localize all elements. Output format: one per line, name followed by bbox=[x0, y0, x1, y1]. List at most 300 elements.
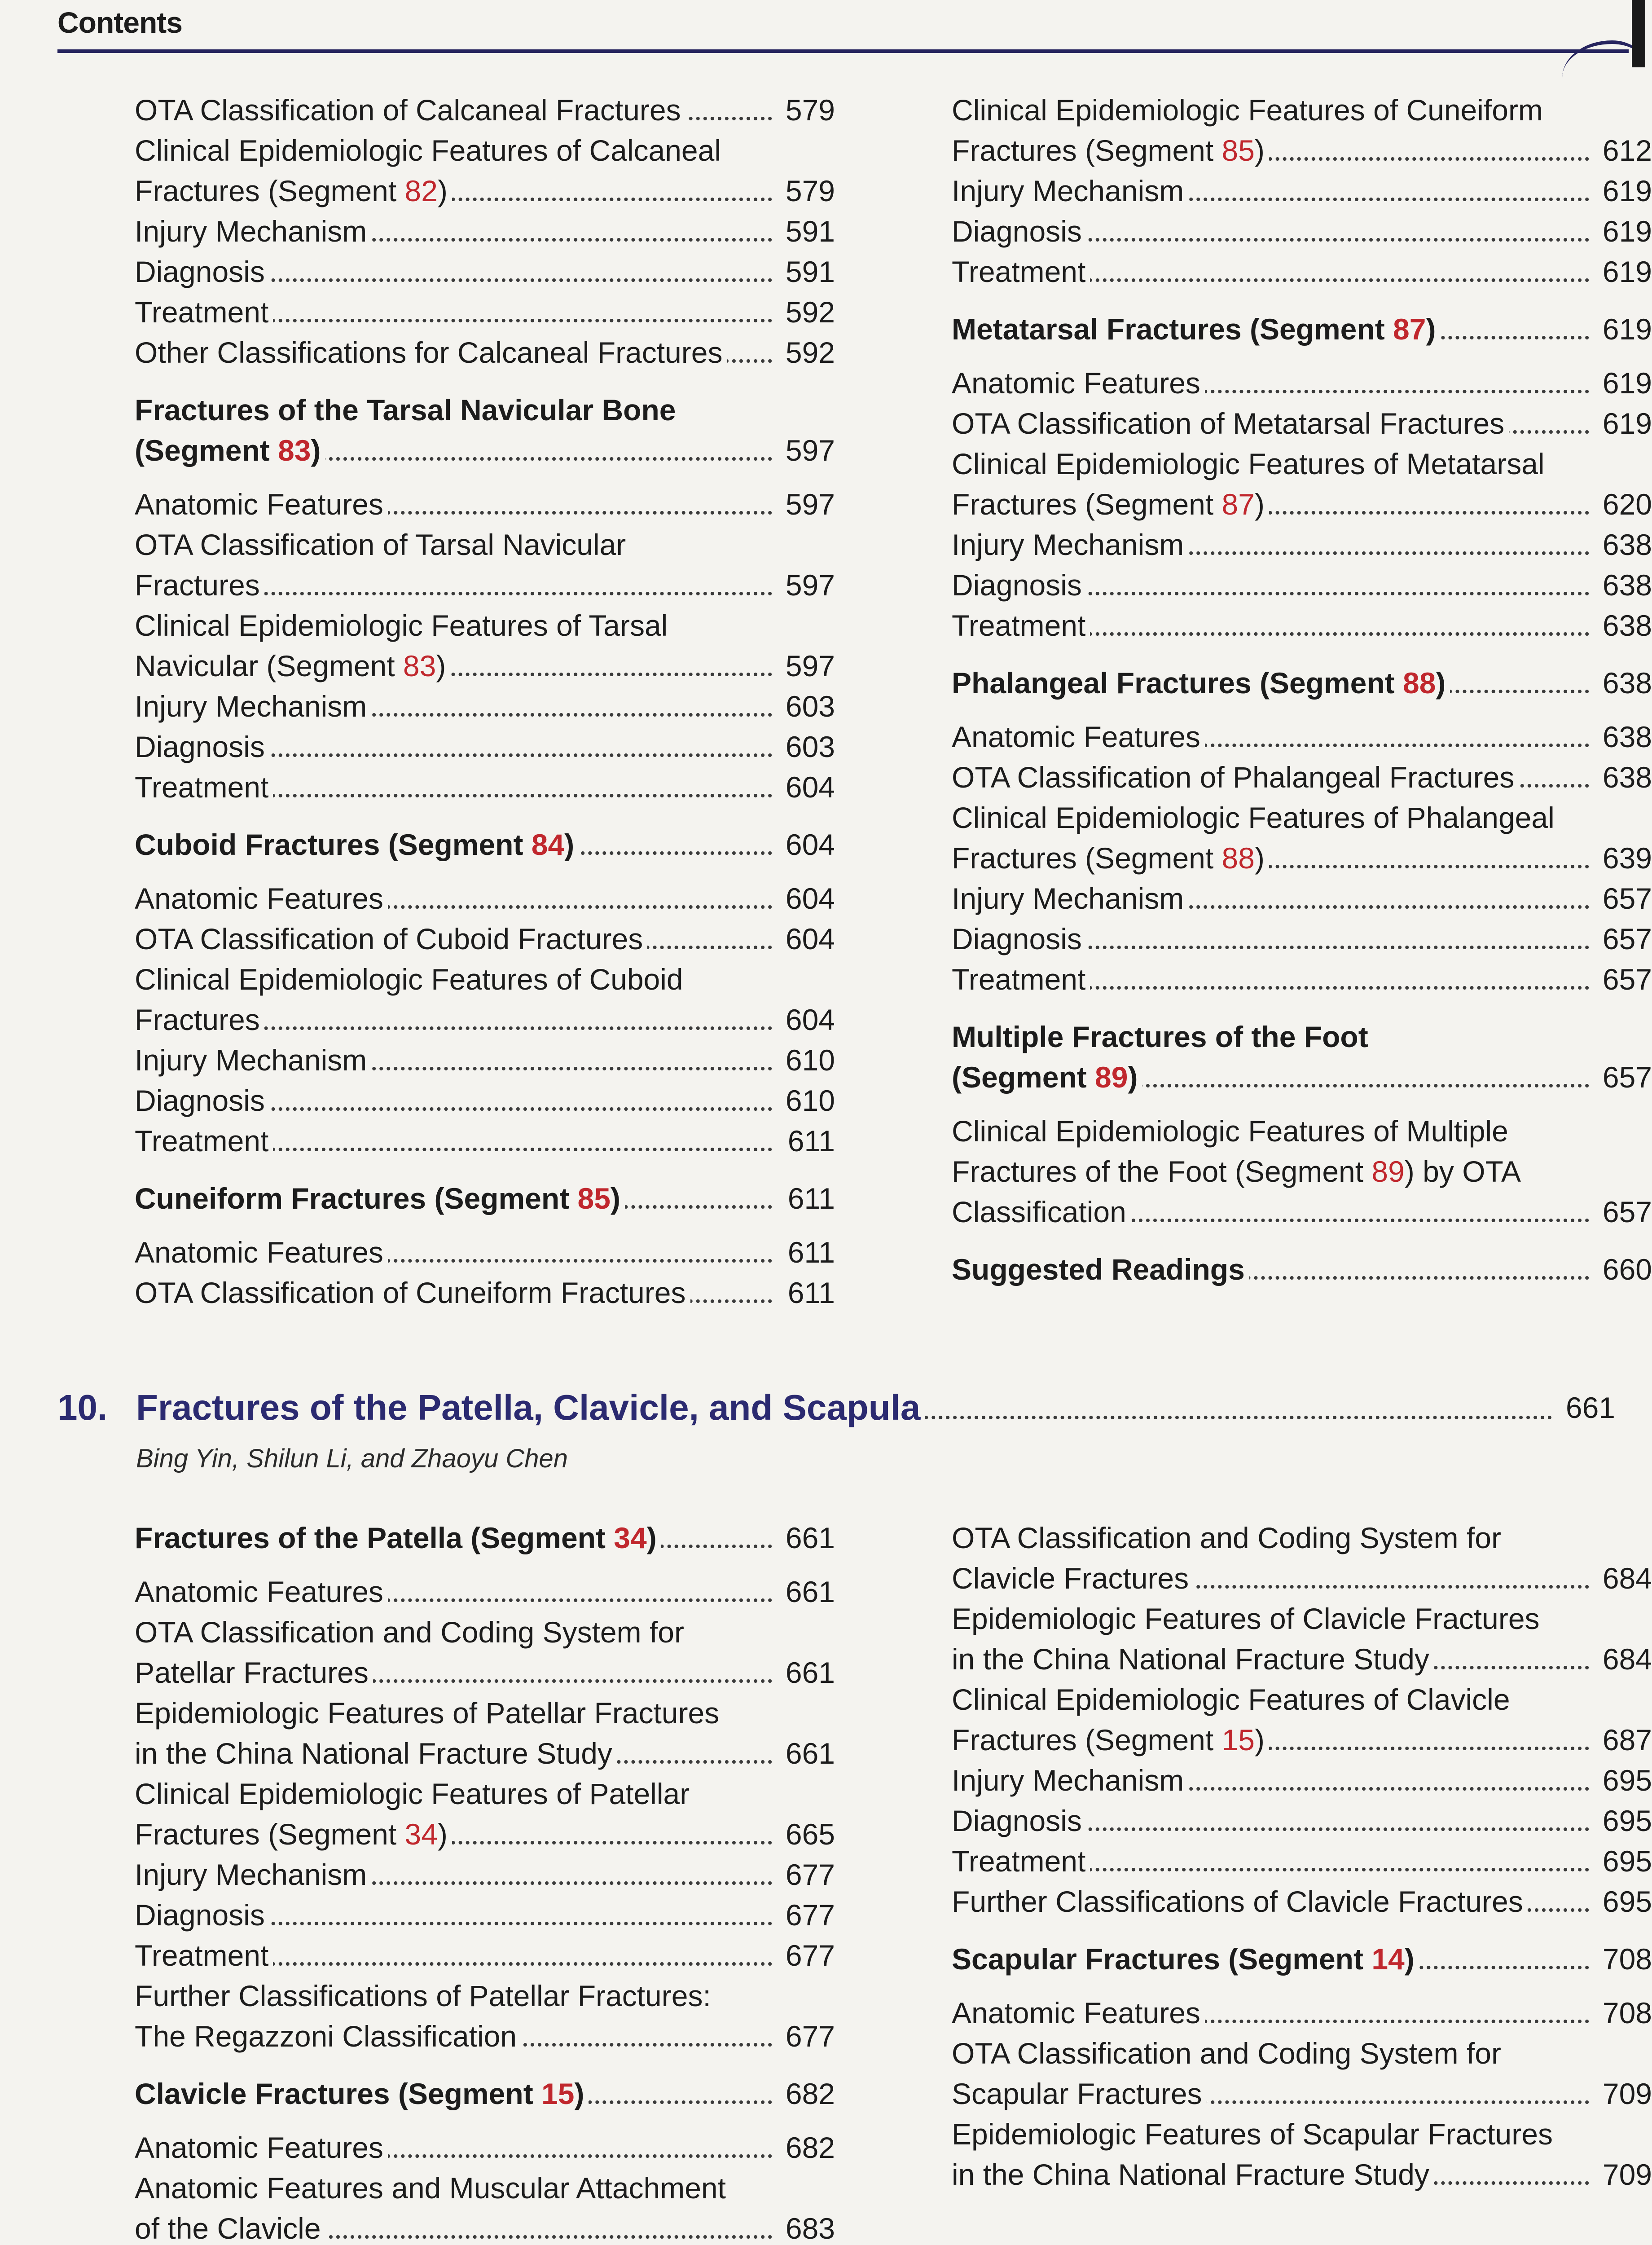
toc-entry[interactable] bbox=[135, 726, 835, 767]
toc-entry-title bbox=[952, 255, 1090, 288]
toc-page-number: 683 bbox=[774, 2208, 835, 2245]
toc-entry-title bbox=[135, 1696, 719, 1770]
toc-entry-title bbox=[952, 407, 1509, 440]
toc-page-number: 604 bbox=[774, 767, 835, 807]
toc-page-number: 708 bbox=[1591, 1939, 1652, 1979]
toc-entry[interactable] bbox=[952, 90, 1652, 171]
toc-entry[interactable] bbox=[135, 130, 835, 211]
toc-page-number: 611 bbox=[774, 1272, 835, 1313]
toc-entry-text: Epidemiologic Features of Scapular Fractures bbox=[952, 2117, 1553, 2151]
toc-page-number: 604 bbox=[774, 824, 835, 865]
toc-page-number: 657 bbox=[1591, 1192, 1652, 1232]
toc-entry-title bbox=[952, 720, 1205, 753]
toc-entry-title bbox=[135, 1043, 371, 1077]
toc-page-number: 604 bbox=[774, 919, 835, 959]
toc-entry-text: Clinical Epidemiologic Features of Calcaneal bbox=[135, 134, 721, 167]
toc-entry-text: Diagnosis bbox=[135, 730, 265, 763]
toc-entry-title bbox=[952, 528, 1188, 561]
toc-entry[interactable] bbox=[135, 1572, 835, 1612]
toc-page-number: 619 bbox=[1591, 403, 1652, 444]
toc-entry[interactable] bbox=[135, 919, 835, 959]
toc-page-number: 677 bbox=[774, 2016, 835, 2056]
toc-entry[interactable] bbox=[135, 2168, 835, 2245]
toc-entry-title bbox=[952, 1885, 1528, 1918]
toc-entry[interactable] bbox=[135, 292, 835, 332]
toc-page-number: 592 bbox=[774, 292, 835, 332]
toc-entry[interactable] bbox=[952, 797, 1652, 878]
toc-page-number: 638 bbox=[1591, 605, 1652, 646]
toc-entry-text: Fractures (Segment bbox=[952, 488, 1222, 521]
toc-entry[interactable] bbox=[135, 1040, 835, 1080]
toc-entry-text: (Segment bbox=[952, 1061, 1095, 1094]
toc-entry-text: Classification bbox=[952, 1195, 1126, 1228]
toc-entry[interactable] bbox=[135, 484, 835, 524]
toc-entry-title bbox=[952, 1764, 1188, 1797]
toc-entry[interactable] bbox=[135, 251, 835, 292]
toc-entry-title bbox=[135, 730, 269, 763]
segment-number: 85 bbox=[1221, 134, 1255, 167]
toc-entry-text: Epidemiologic Features of Patellar Fractures bbox=[135, 1696, 720, 1730]
toc-entry[interactable] bbox=[952, 1760, 1652, 1800]
toc-page-number: 597 bbox=[774, 646, 835, 686]
toc-section-heading[interactable] bbox=[952, 1249, 1652, 1290]
toc-entry-title bbox=[952, 1020, 1368, 1094]
segment-number: 88 bbox=[1403, 666, 1436, 700]
toc-entry-text: Fractures of the Patella (Segment bbox=[135, 1521, 614, 1554]
toc-entry-text: Clinical Epidemiologic Features of Cuboid bbox=[135, 963, 683, 996]
toc-page-number: 597 bbox=[774, 484, 835, 524]
toc-page-number: 682 bbox=[774, 2127, 835, 2168]
toc-page-number: 657 bbox=[1591, 959, 1652, 999]
toc-entry-text: Injury Mechanism bbox=[952, 528, 1184, 561]
toc-page-number: 579 bbox=[774, 90, 835, 130]
toc-entry-text: Treatment bbox=[952, 255, 1086, 288]
segment-number: 15 bbox=[1221, 1723, 1255, 1756]
segment-number: 88 bbox=[1221, 841, 1255, 875]
toc-entry[interactable] bbox=[135, 605, 835, 686]
toc-page-number: 619 bbox=[1591, 251, 1652, 292]
toc-column-top-right bbox=[952, 90, 1652, 1303]
toc-entry-title bbox=[952, 1844, 1090, 1878]
toc-entry-text: Injury Mechanism bbox=[952, 174, 1184, 207]
toc-page-number: 695 bbox=[1591, 1800, 1652, 1841]
toc-entry-text: Clinical Epidemiologic Features of Clavicle bbox=[952, 1683, 1510, 1716]
toc-entry-title bbox=[952, 609, 1090, 642]
toc-entry-title bbox=[952, 1942, 1419, 1976]
toc-entry[interactable] bbox=[952, 363, 1652, 403]
toc-entry-title bbox=[135, 1777, 690, 1851]
toc-entry[interactable] bbox=[135, 90, 835, 130]
toc-entry-title bbox=[952, 568, 1086, 602]
toc-entry-title bbox=[952, 1114, 1521, 1228]
toc-section-heading[interactable] bbox=[952, 1939, 1652, 1979]
toc-entry-title bbox=[952, 801, 1555, 875]
toc-entry-title bbox=[952, 313, 1440, 346]
chapter-authors: Bing Yin, Shilun Li, and Zhaoyu Chen bbox=[136, 1444, 568, 1473]
toc-entry-text: Diagnosis bbox=[952, 215, 1082, 248]
toc-entry-text: Fractures of the Foot (Segment bbox=[952, 1155, 1372, 1188]
toc-entry[interactable] bbox=[135, 211, 835, 251]
toc-entry[interactable] bbox=[952, 959, 1652, 999]
toc-entry[interactable] bbox=[952, 919, 1652, 959]
toc-entry-title bbox=[952, 1253, 1249, 1286]
chapter-10-heading[interactable] bbox=[57, 1385, 1615, 1430]
toc-entry-title bbox=[135, 1084, 269, 1117]
toc-entry-title bbox=[952, 366, 1205, 400]
toc-entry-title bbox=[135, 1898, 269, 1932]
segment-number: 84 bbox=[531, 828, 565, 861]
toc-page-number: 610 bbox=[774, 1040, 835, 1080]
toc-entry-text: Clavicle Fractures bbox=[952, 1562, 1189, 1595]
toc-entry-title bbox=[135, 255, 269, 288]
toc-section-heading[interactable] bbox=[952, 309, 1652, 349]
toc-entry-text: Fractures bbox=[135, 568, 260, 602]
toc-entry[interactable] bbox=[135, 1693, 835, 1774]
toc-entry[interactable] bbox=[135, 767, 835, 807]
toc-page-number: 638 bbox=[1591, 524, 1652, 565]
toc-column-bottom-left bbox=[135, 1518, 835, 2245]
toc-entry-title bbox=[135, 1124, 273, 1158]
toc-entry-text: Phalangeal Fractures (Segment bbox=[952, 666, 1403, 700]
toc-entry[interactable] bbox=[135, 1935, 835, 1976]
toc-page-number: 597 bbox=[774, 430, 835, 471]
toc-entry[interactable] bbox=[952, 757, 1652, 797]
toc-entry-text: Treatment bbox=[135, 1939, 269, 1972]
toc-page-number: 684 bbox=[1591, 1639, 1652, 1679]
toc-page-number: 597 bbox=[774, 565, 835, 605]
toc-entry-text: in the China National Fracture Study bbox=[135, 1737, 612, 1770]
toc-page-number: 708 bbox=[1591, 1993, 1652, 2033]
toc-entry[interactable] bbox=[952, 211, 1652, 251]
toc-entry-text: ) bbox=[564, 828, 575, 861]
toc-entry-text: Anatomic Features bbox=[135, 488, 383, 521]
toc-entry[interactable] bbox=[135, 1272, 835, 1313]
toc-entry-text: ) bbox=[1254, 841, 1265, 875]
segment-number: 34 bbox=[404, 1818, 438, 1851]
toc-section-heading[interactable] bbox=[135, 1518, 835, 1558]
toc-entry[interactable] bbox=[952, 1841, 1652, 1881]
toc-entry-title bbox=[135, 609, 668, 682]
toc-entry-text: OTA Classification of Phalangeal Fractures bbox=[952, 761, 1515, 794]
toc-entry-text: ) bbox=[646, 1521, 657, 1554]
toc-entry-text: Treatment bbox=[952, 1844, 1086, 1878]
toc-page-number: 591 bbox=[774, 251, 835, 292]
toc-entry-text: ) bbox=[311, 434, 321, 467]
toc-entry-title bbox=[952, 2117, 1553, 2191]
toc-entry-title bbox=[952, 882, 1188, 915]
toc-entry-text: Scapular Fractures (Segment bbox=[952, 1942, 1372, 1976]
toc-entry-title bbox=[135, 488, 388, 521]
toc-entry-title bbox=[135, 134, 721, 207]
toc-entry-title bbox=[952, 1602, 1540, 1676]
segment-number: 87 bbox=[1221, 488, 1255, 521]
toc-entry-title bbox=[135, 1616, 684, 1689]
toc-page-number: 639 bbox=[1591, 838, 1652, 878]
toc-entry-text: Clinical Epidemiologic Features of Cuneiform bbox=[952, 93, 1543, 127]
toc-page-number: 619 bbox=[1591, 211, 1652, 251]
chapter-page-number: 661 bbox=[1565, 1391, 1615, 1424]
toc-page-number: 619 bbox=[1591, 363, 1652, 403]
toc-page-number: 695 bbox=[1591, 1841, 1652, 1881]
toc-entry-text: Multiple Fractures of the Foot bbox=[952, 1020, 1368, 1053]
toc-entry[interactable] bbox=[952, 1800, 1652, 1841]
toc-entry-text: Further Classifications of Patellar Fractures: bbox=[135, 1979, 711, 2012]
toc-page-number: 604 bbox=[774, 878, 835, 919]
toc-entry[interactable] bbox=[952, 1518, 1652, 1598]
toc-entry-text: Cuboid Fractures (Segment bbox=[135, 828, 532, 861]
toc-entry-text: Injury Mechanism bbox=[952, 882, 1184, 915]
toc-entry-title bbox=[135, 1236, 388, 1269]
toc-entry[interactable] bbox=[952, 171, 1652, 211]
toc-entry[interactable] bbox=[952, 444, 1652, 524]
toc-entry-text: Injury Mechanism bbox=[135, 1043, 367, 1077]
toc-entry-title bbox=[952, 93, 1543, 167]
toc-entry-text: Injury Mechanism bbox=[135, 1858, 367, 1891]
toc-entry[interactable] bbox=[135, 332, 835, 373]
toc-entry-text: OTA Classification and Coding System for bbox=[952, 2037, 1501, 2070]
toc-entry-text: Anatomic Features bbox=[135, 1575, 383, 1608]
toc-entry[interactable] bbox=[135, 524, 835, 605]
segment-number: 85 bbox=[577, 1182, 611, 1215]
toc-entry-title bbox=[952, 963, 1090, 996]
toc-entry-text: OTA Classification and Coding System for bbox=[952, 1521, 1501, 1554]
toc-entry-text: Patellar Fractures bbox=[135, 1656, 369, 1689]
toc-entry-text: Fractures (Segment bbox=[952, 1723, 1222, 1756]
toc-entry[interactable] bbox=[952, 1111, 1652, 1232]
toc-entry-text: Scapular Fractures bbox=[952, 2077, 1202, 2110]
toc-section-heading[interactable] bbox=[135, 390, 835, 471]
toc-entry[interactable] bbox=[135, 1232, 835, 1272]
toc-entry-text: Injury Mechanism bbox=[135, 215, 367, 248]
toc-page-number: 660 bbox=[1591, 1249, 1652, 1290]
toc-entry-text: Treatment bbox=[135, 295, 269, 329]
toc-section-heading[interactable] bbox=[135, 2073, 835, 2114]
toc-entry[interactable] bbox=[952, 251, 1652, 292]
toc-page-number: 661 bbox=[774, 1652, 835, 1693]
toc-entry[interactable] bbox=[135, 1854, 835, 1895]
toc-entry-text: Clinical Epidemiologic Features of Patellar bbox=[135, 1777, 690, 1810]
toc-column-top-left bbox=[135, 90, 835, 1313]
toc-entry[interactable] bbox=[135, 1774, 835, 1854]
toc-entry-title bbox=[952, 1804, 1086, 1837]
toc-entry-text: Anatomic Features bbox=[952, 366, 1200, 400]
toc-entry-title bbox=[135, 1521, 661, 1554]
toc-section-heading[interactable] bbox=[135, 1178, 835, 1219]
segment-number: 15 bbox=[541, 2077, 575, 2110]
toc-entry-title bbox=[135, 690, 371, 723]
toc-entry[interactable] bbox=[952, 1881, 1652, 1922]
toc-entry-text: Diagnosis bbox=[952, 1804, 1082, 1837]
toc-entry[interactable] bbox=[135, 1612, 835, 1693]
toc-entry-text: Clavicle Fractures (Segment bbox=[135, 2077, 542, 2110]
toc-page-number: 638 bbox=[1591, 717, 1652, 757]
page-header-title: Contents bbox=[57, 6, 182, 39]
toc-entry-text: ) bbox=[1254, 488, 1265, 521]
toc-entry[interactable] bbox=[135, 878, 835, 919]
toc-entry-title bbox=[135, 1182, 625, 1215]
toc-page-number: 661 bbox=[774, 1518, 835, 1558]
toc-page-number: 604 bbox=[774, 999, 835, 1040]
toc-entry-text: Diagnosis bbox=[952, 922, 1082, 955]
toc-entry-title bbox=[135, 215, 371, 248]
toc-page-number: 684 bbox=[1591, 1558, 1652, 1598]
toc-entry-text: ) by OTA bbox=[1404, 1155, 1521, 1188]
toc-entry-text: Anatomic Features bbox=[135, 882, 383, 915]
toc-entry-text: Diagnosis bbox=[135, 1084, 265, 1117]
toc-entry-text: Metatarsal Fractures (Segment bbox=[952, 313, 1393, 346]
toc-entry-title bbox=[135, 528, 626, 602]
toc-entry-text: Diagnosis bbox=[952, 568, 1082, 602]
toc-entry[interactable] bbox=[952, 2033, 1652, 2114]
toc-entry-text: Clinical Epidemiologic Features of Multiple bbox=[952, 1114, 1508, 1148]
toc-entry-text: Fractures of the Tarsal Navicular Bone bbox=[135, 393, 676, 427]
toc-section-heading[interactable] bbox=[135, 824, 835, 865]
toc-entry[interactable] bbox=[135, 1895, 835, 1935]
toc-page-number: 603 bbox=[774, 726, 835, 767]
toc-entry-text: Anatomic Features bbox=[952, 1996, 1200, 2029]
toc-entry-text: OTA Classification and Coding System for bbox=[135, 1616, 684, 1649]
toc-entry-text: Anatomic Features bbox=[135, 1236, 383, 1269]
toc-column-bottom-right bbox=[952, 1518, 1652, 2195]
toc-entry[interactable] bbox=[952, 605, 1652, 646]
segment-number: 34 bbox=[614, 1521, 647, 1554]
toc-entry[interactable] bbox=[135, 1080, 835, 1121]
toc-entry-text: Clinical Epidemiologic Features of Phalangeal bbox=[952, 801, 1555, 834]
segment-number: 89 bbox=[1371, 1155, 1405, 1188]
toc-entry-title bbox=[135, 828, 579, 861]
toc-entry-text: Injury Mechanism bbox=[952, 1764, 1184, 1797]
toc-page-number: 638 bbox=[1591, 757, 1652, 797]
toc-page-number: 665 bbox=[774, 1814, 835, 1854]
toc-entry-text: ) bbox=[1254, 1723, 1265, 1756]
toc-entry-text: Anatomic Features bbox=[952, 720, 1200, 753]
toc-entry[interactable] bbox=[952, 524, 1652, 565]
toc-entry-text: Diagnosis bbox=[135, 255, 265, 288]
toc-entry[interactable] bbox=[952, 403, 1652, 444]
toc-entry[interactable] bbox=[952, 878, 1652, 919]
toc-page-number: 620 bbox=[1591, 484, 1652, 524]
toc-entry-title bbox=[135, 393, 676, 467]
toc-entry-text: ) bbox=[437, 174, 448, 207]
toc-entry-text: ) bbox=[1254, 134, 1265, 167]
toc-entry-title bbox=[952, 1996, 1205, 2029]
toc-entry-title bbox=[952, 1683, 1510, 1756]
toc-page-number: 677 bbox=[774, 1935, 835, 1976]
toc-entry-text: Navicular (Segment bbox=[135, 649, 403, 682]
toc-entry[interactable] bbox=[952, 1598, 1652, 1679]
toc-entry-text: Further Classifications of Clavicle Fractures bbox=[952, 1885, 1523, 1918]
toc-entry-text: The Regazzoni Classification bbox=[135, 2020, 517, 2053]
toc-entry-text: Other Classifications for Calcaneal Fractures bbox=[135, 336, 723, 369]
toc-section-heading[interactable] bbox=[952, 1017, 1652, 1097]
chapter-title: Fractures of the Patella, Clavicle, and Scapula bbox=[136, 1387, 921, 1427]
toc-page-number: 657 bbox=[1591, 1057, 1652, 1097]
toc-entry-text: of the Clavicle bbox=[135, 2212, 321, 2245]
toc-entry-text: Fractures (Segment bbox=[952, 841, 1222, 875]
toc-entry-title bbox=[135, 295, 273, 329]
toc-page-number: 657 bbox=[1591, 919, 1652, 959]
toc-page-number: 661 bbox=[774, 1572, 835, 1612]
toc-page-number: 592 bbox=[774, 332, 835, 373]
toc-page-number: 611 bbox=[774, 1232, 835, 1272]
toc-page-number: 611 bbox=[774, 1121, 835, 1161]
toc-entry[interactable] bbox=[135, 2127, 835, 2168]
toc-entry-text: in the China National Fracture Study bbox=[952, 1642, 1429, 1676]
toc-entry-text: Injury Mechanism bbox=[135, 690, 367, 723]
toc-entry-title bbox=[135, 922, 647, 955]
toc-page-number: 619 bbox=[1591, 171, 1652, 211]
toc-entry[interactable] bbox=[952, 717, 1652, 757]
toc-page-number: 695 bbox=[1591, 1760, 1652, 1800]
toc-page-number: 709 bbox=[1591, 2073, 1652, 2114]
toc-entry-text: Epidemiologic Features of Clavicle Fractures bbox=[952, 1602, 1540, 1635]
toc-page-number: 661 bbox=[774, 1733, 835, 1774]
toc-entry-text: OTA Classification of Cuboid Fractures bbox=[135, 922, 643, 955]
toc-entry-text: Diagnosis bbox=[135, 1898, 265, 1932]
toc-entry-text: Fractures (Segment bbox=[135, 174, 405, 207]
toc-entry-text: Clinical Epidemiologic Features of Metatarsal bbox=[952, 447, 1545, 480]
toc-page-number: 677 bbox=[774, 1854, 835, 1895]
toc-entry-title bbox=[952, 1521, 1501, 1595]
toc-entry-text: Fractures bbox=[135, 1003, 260, 1036]
toc-entry-text: Anatomic Features bbox=[135, 2131, 383, 2164]
segment-number: 83 bbox=[278, 434, 311, 467]
toc-entry-text: ) bbox=[436, 649, 446, 682]
toc-entry-text: ) bbox=[437, 1818, 448, 1851]
toc-entry-text: Anatomic Features and Muscular Attachment bbox=[135, 2171, 726, 2205]
toc-entry-text: Treatment bbox=[952, 963, 1086, 996]
toc-entry-title bbox=[135, 1276, 690, 1309]
toc-entry-text: ) bbox=[1128, 1061, 1138, 1094]
chapter-number: 10. bbox=[57, 1387, 108, 1427]
toc-entry-text: Fractures (Segment bbox=[135, 1818, 405, 1851]
segment-number: 89 bbox=[1095, 1061, 1128, 1094]
toc-entry[interactable] bbox=[135, 1121, 835, 1161]
toc-entry-text: ) bbox=[610, 1182, 620, 1215]
toc-entry[interactable] bbox=[952, 1679, 1652, 1760]
toc-page-number: 610 bbox=[774, 1080, 835, 1121]
toc-entry-title bbox=[135, 2131, 388, 2164]
toc-entry-text: Treatment bbox=[135, 1124, 269, 1158]
toc-entry-text: Treatment bbox=[952, 609, 1086, 642]
toc-page-number: 695 bbox=[1591, 1881, 1652, 1922]
toc-entry-text: (Segment bbox=[135, 434, 278, 467]
toc-page-number: 619 bbox=[1591, 309, 1652, 349]
segment-number: 83 bbox=[403, 649, 436, 682]
toc-entry[interactable] bbox=[135, 686, 835, 726]
toc-entry-title bbox=[135, 1575, 388, 1608]
toc-entry-title bbox=[952, 2037, 1501, 2110]
toc-entry[interactable] bbox=[135, 1976, 835, 2056]
toc-entry-text: in the China National Fracture Study bbox=[952, 2158, 1429, 2191]
toc-entry-title bbox=[952, 761, 1519, 794]
toc-entry-title bbox=[135, 1939, 273, 1972]
toc-entry[interactable] bbox=[952, 1993, 1652, 2033]
segment-number: 14 bbox=[1371, 1942, 1405, 1976]
segment-number: 82 bbox=[404, 174, 438, 207]
toc-entry[interactable] bbox=[952, 2114, 1652, 2195]
toc-page-number: 612 bbox=[1591, 130, 1652, 171]
toc-page-number: 657 bbox=[1591, 878, 1652, 919]
toc-entry-title bbox=[952, 447, 1545, 521]
toc-entry-title bbox=[952, 666, 1450, 700]
toc-entry[interactable] bbox=[952, 565, 1652, 605]
segment-number: 87 bbox=[1393, 313, 1426, 346]
toc-entry-title bbox=[952, 174, 1188, 207]
toc-entry[interactable] bbox=[135, 959, 835, 1040]
toc-section-heading[interactable] bbox=[952, 663, 1652, 703]
toc-page-number: 638 bbox=[1591, 663, 1652, 703]
